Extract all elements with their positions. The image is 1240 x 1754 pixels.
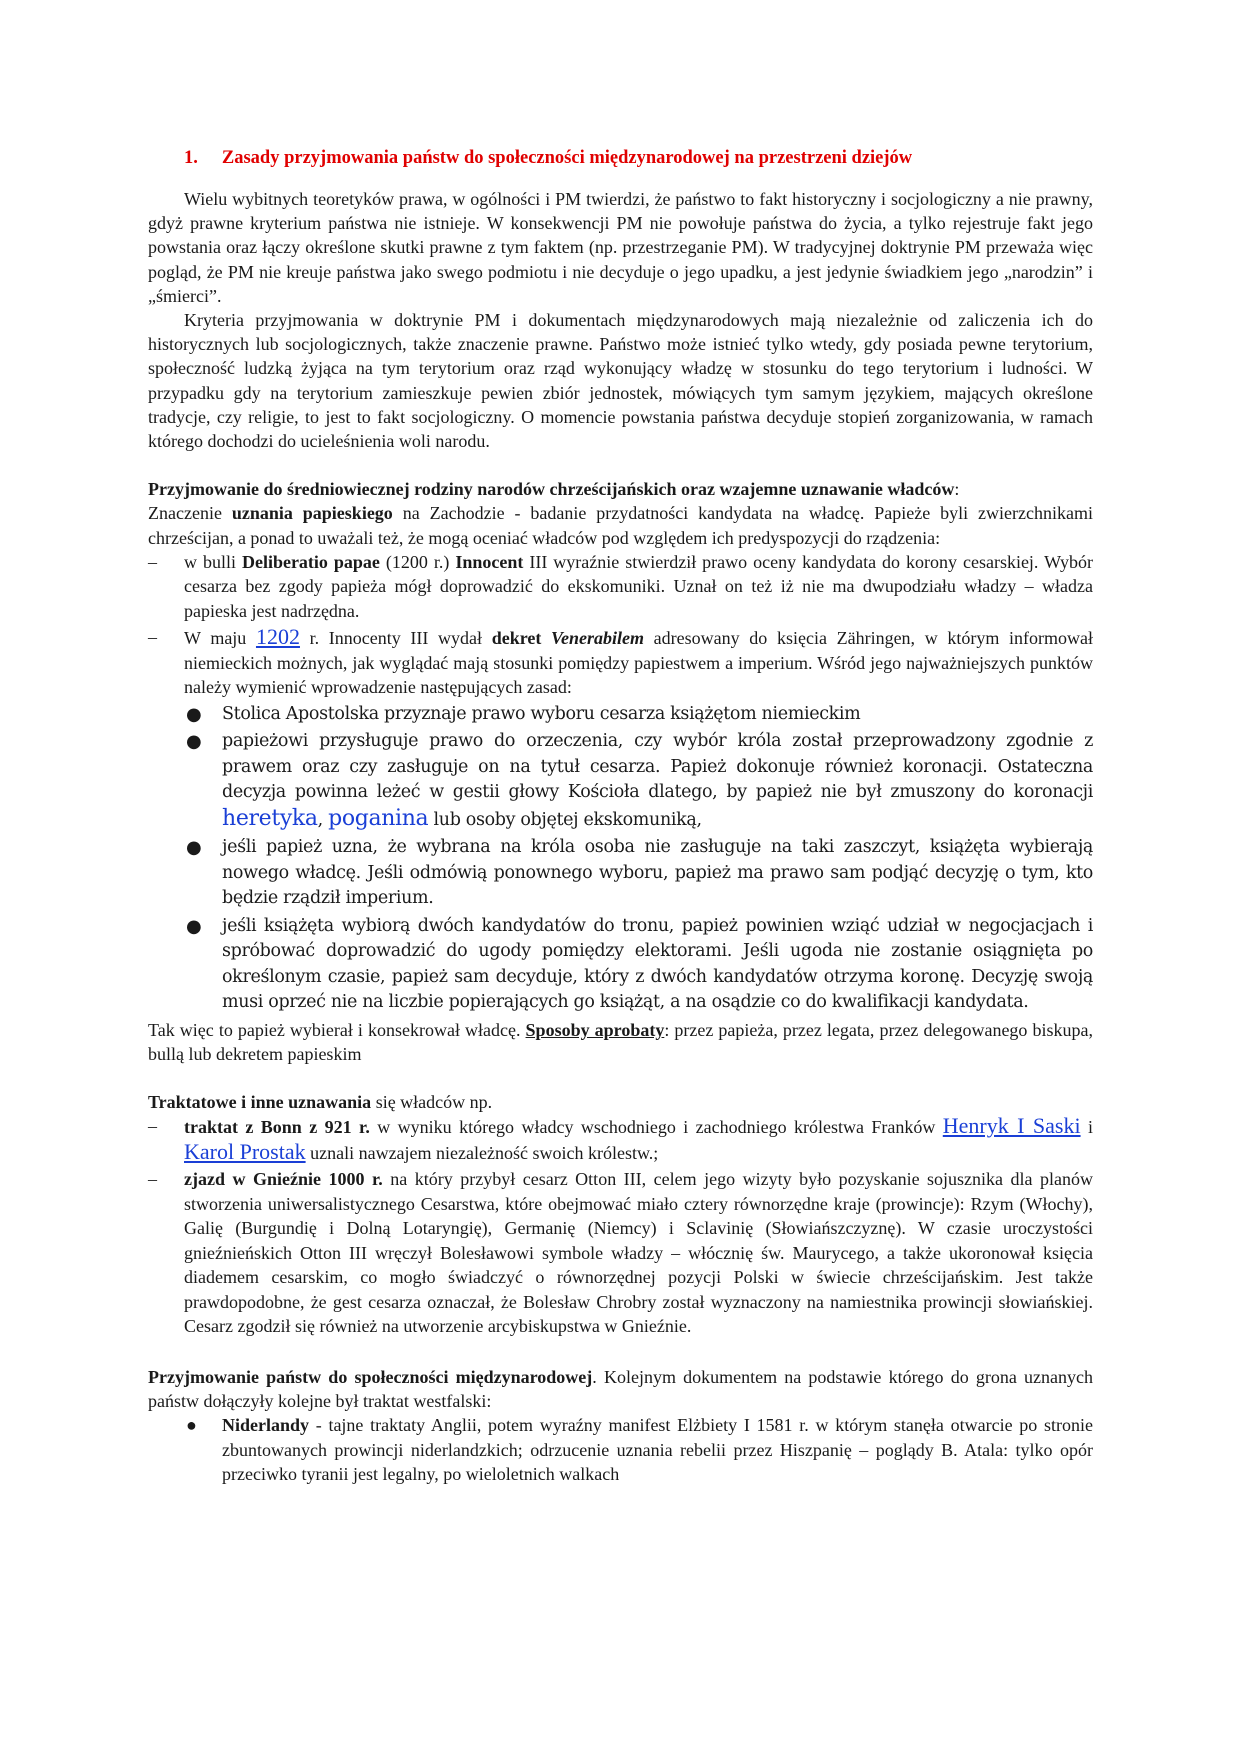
- henryk-saski-link[interactable]: Henryk I Saski: [942, 1113, 1081, 1139]
- section1-heading: Przyjmowanie do średniowiecznej rodziny narodów chrześcijańskich oraz wzajemne uznawanie władców: [148, 479, 955, 500]
- document-page: [148, 148, 1093, 1489]
- heading-title: Zasady przyjmowania państw do społeczności międzynarodowej na przestrzeni dziejów: [221, 148, 913, 168]
- bullet-icon: ●: [186, 731, 202, 753]
- pagan-link[interactable]: poganina: [328, 805, 429, 831]
- section-heading: [184, 148, 1093, 169]
- bullet-icon: ●: [186, 1415, 197, 1436]
- intro-paragraph-2: Kryteria przyjmowania w doktrynie PM i dokumentach międzynarodowych mają niezależnie od zaliczenia ich do historycznych lub socjologicznych, także znaczenie prawne. Państwo może istnieć tylko wtedy, gdy posiada pewne terytorium, społeczność ludzką żyjąca na tym terytorium oraz rząd wykonujący władzę w stosunku do tego terytorium i ludności. W przypadku gdy na terytorium zamieszkuje pewien zbiór jednostek, mówiących tym samym językiem, mających określone tradycje, czy religie, to jest to fakt socjologiczny. O momencie powstania państwa decyduje stopień zorganizowania, w ramach którego dochodzi do ucieleśnienia woli narodu.: [148, 310, 1093, 452]
- section2-dash-list: [148, 1114, 1093, 1339]
- section1-intro: Przyjmowanie do średniowiecznej rodziny narodów chrześcijańskich oraz wzajemne uznawanie władców: Znaczenie uznania papieskiego na Zachodzie - badanie przydatności kandydata na władcę. Papieże byli zwierzchnikami chrześcijan, a ponad to uważali też, że mogą oceniać władców pod względem ich predyspozycji do rządzenia:: [148, 479, 1093, 548]
- list-item: ● Niderlandy - tajne traktaty Anglii, potem wyraźny manifest Elżbiety I 1581 r. w którym stanęła otwarcie po stronie zbuntowanych prowincji niderlandzkich; odrzucenie uznania rebelii przez Hiszpanię – poglądy B. Atala: tylko opór przeciwko tyranii jest legalny, po wieloletnich walkach: [186, 1415, 1093, 1485]
- section3-bullet-list: [184, 1413, 1093, 1487]
- heretic-link[interactable]: heretyka: [222, 805, 318, 831]
- bullet-icon: ●: [186, 837, 202, 859]
- section3-intro: Przyjmowanie państw do społeczności międzynarodowej. Kolejnym dokumentem na podstawie którego do grona uznanych państw dołączyły kolejne był traktat westfalski:: [148, 1366, 1093, 1412]
- heading-number: 1.: [184, 148, 198, 168]
- list-item: ● jeśli książęta wybiorą dwóch kandydatów do tronu, papież powinien wziąć udział w negocjacjach i spróbować doprowadzić do ugody pomiędzy elektorami. Jeśli ugoda nie zostanie osiągnięta po określonym czasie, papież sam decyduje, który z dwóch kandydatów otrzyma koronę. Decyzję swoją musi oprzeć nie na liczbie popierających go książąt, a na osądzie co do kwalifikacji kandydata.: [186, 915, 1093, 1013]
- section2-heading: Traktatowe i inne uznawania się władców np.: [148, 1092, 493, 1113]
- karol-prostak-link[interactable]: Karol Prostak: [184, 1138, 306, 1164]
- list-item: – traktat z Bonn z 921 r. w wyniku którego władcy wschodniego i zachodniego królestwa Franków Henryk I Saski i Karol Prostak uznali nawzajem niezależność swoich królestw.;: [148, 1113, 1093, 1164]
- bullet-icon: ●: [186, 915, 202, 937]
- list-item: ● papieżowi przysługuje prawo do orzeczenia, czy wybór króla został przeprowadzony zgodnie z prawem oraz czy zasługuje on na tytuł cesarza. Papież dokonuje również koronacji. Ostateczna decyzja powinna leżeć w gestii głowy Kościoła dlatego, by papież nie był zmuszony do koronacji heretyka, poganina lub osoby objętej ekskomuniką,: [186, 731, 1093, 831]
- list-item: – zjazd w Gnieźnie 1000 r. na który przybył cesarz Otton III, celem jego wizyty było pozyskanie sojusznika dla planów stworzenia uniwersalistycznego Cesarstwa, które obejmować miało cztery równorzędne kraje (prowincje): Rzym (Włochy), Galię (Burgundię i Dolną Lotaryngię), Germanię (Niemcy) i Sclavinię (Słowiańszczyznę). W czasie uroczystości gnieźnieńskich Otton III wręczył Bolesławowi symbole władzy – włócznię św. Maurycego, a także ukoronował księcia diademem cesarskim, co mogło świadczyć o równorzędnej pozycji Polski w świecie chrześcijańskim. Jest także prawdopodobne, że gest cesarza oznaczał, że Bolesław Chrobry został wyznaczony na namiestnika prowincji słowiańskiej. Cesarz zgodził się również na utworzenie arcybiskupstwa w Gnieźnie.: [148, 1169, 1094, 1337]
- list-item: – w bulli Deliberatio papae (1200 r.) Innocent III wyraźnie stwierdził prawo oceny kandydata do korony cesarskiej. Wybór cesarza bez zgody papieża mógł doprowadzić do ekskomuniki. Uznał on też iż nie ma dwupodziału władzy – władza papieska jest nadrzędna.: [148, 551, 1093, 621]
- papal-recognition-term: uznania papieskiego: [231, 503, 393, 524]
- section1-dash-list: [148, 550, 1093, 700]
- list-item: ● Stolica Apostolska przyznaje prawo wyboru cesarza książętom niemieckim: [184, 702, 1093, 728]
- section1-closing: Tak więc to papież wybierał i konsekrował władcę. Sposoby aprobaty: przez papieża, przez legata, przez delegowanego biskupa, bullą lub dekretem papieskim: [148, 1019, 1093, 1065]
- list-item: – W maju 1202 r. Innocenty III wydał dekret Venerabilem adresowany do księcia Zähringen, w którym informował niemieckich możnych, jak wyglądać mają stosunki pomiędzy papiestwem a imperium. Wśród jego najważniejszych punktów należy wymienić wprowadzenie następujących zasad:: [148, 624, 1094, 698]
- list-item: ● jeśli papież uzna, że wybrana na króla osoba nie zasługuje na taki zaszczyt, książęta wybierają nowego władcę. Jeśli odmówią ponownego wyboru, papież ma prawo sam podjąć decyzję o tym, kto będzie rządził imperium.: [186, 837, 1093, 909]
- year-1202-link[interactable]: 1202: [255, 624, 300, 650]
- bullet-icon: ●: [186, 703, 202, 725]
- intro-paragraph-1: Wielu wybitnych teoretyków prawa, w ogólności i PM twierdzi, że państwo to fakt historyczny i socjologiczny a nie prawny, gdyż prawne kryterium państwa nie istnieje. W konsekwencji PM nie powołuje państwa do życia, a tylko rejestruje fakt jego powstania oraz łączy określone skutki prawne z tym faktem (np. przestrzeganie PM). W tradycyjnej doktrynie PM przeważa więc pogląd, że PM nie kreuje państwa jako swego podmiotu i nie decyduje o jego upadku, a jest jedynie świadkiem jego „narodzin” i „śmierci”.: [148, 189, 1093, 306]
- venerabilem-bullet-list: [184, 702, 1093, 1016]
